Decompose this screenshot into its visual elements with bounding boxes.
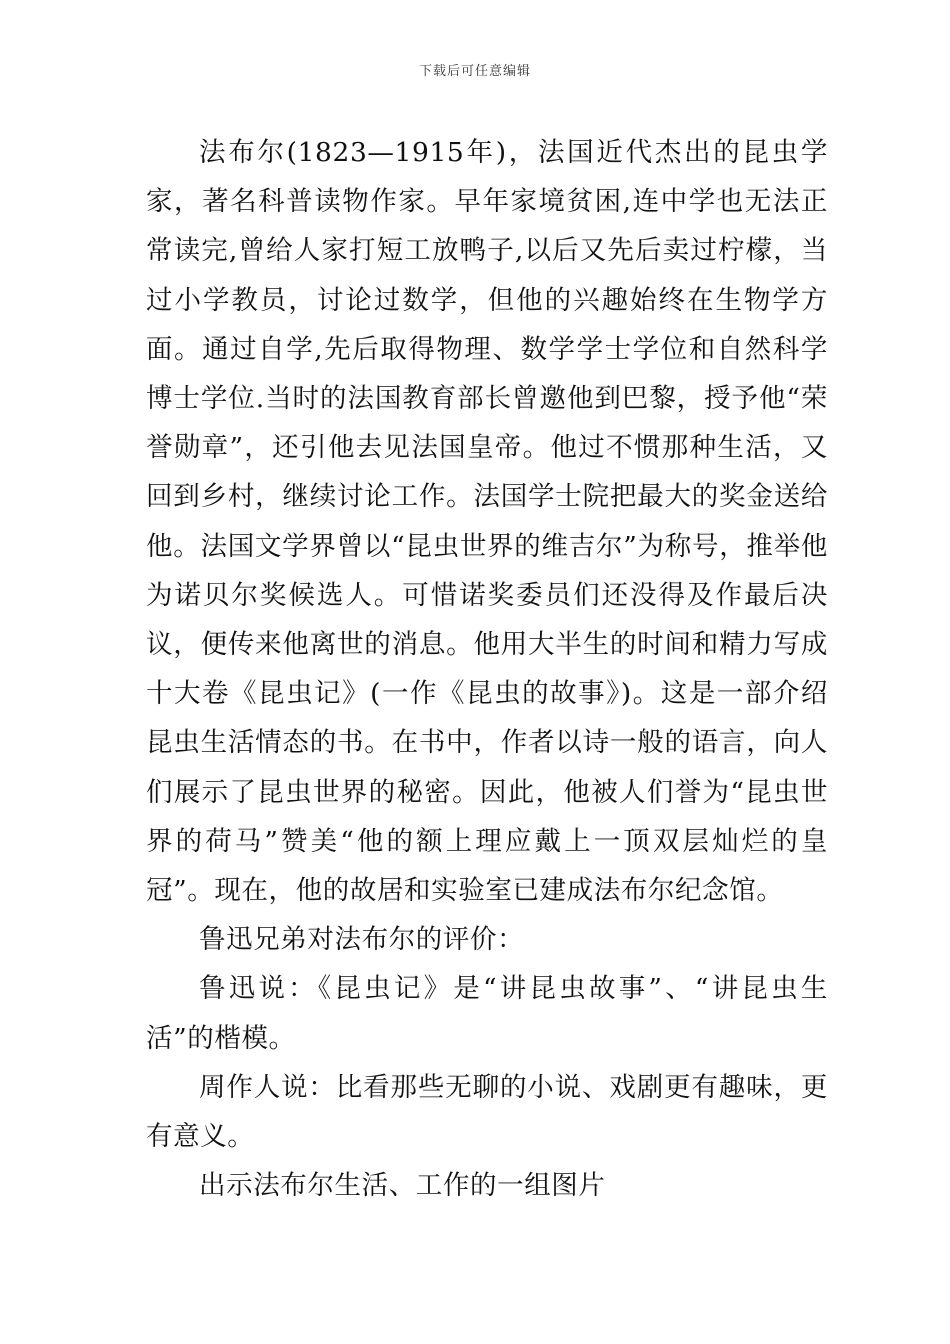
paragraph-zhouzuoren-quote: 周作人说：比看那些无聊的小说、戏剧更有趣味，更有意义。 [146, 1071, 828, 1153]
paragraph-show-pictures: 出示法布尔生活、工作的一组图片 [199, 1170, 606, 1202]
document-body [146, 128, 828, 1210]
page-header-note: 下载后可任意编辑 [418, 64, 531, 79]
paragraph-fabre-biography: 法布尔(1823—1915年)，法国近代杰出的昆虫学家，著名科普读物作家。早年家境贫困,连中学也无法正常读完,曾给人家打短工放鸭子,以后又先后卖过柠檬，当过小学教员，讨论过数学，但他的兴趣始终在生物学方面。通过自学,先后取得物理、数学学士学位和自然科学博士学位.当时的法国教育部长曾邀他到巴黎，授予他“荣誉勋章”，还引他去见法国皇帝。他过不惯那种生活，又回到乡村，继续讨论工作。法国学士院把最大的奖金送给他。法国文学界曾以“昆虫世界的维吉尔”为称号，推举他为诺贝尔奖候选人。可惜诺奖委员们还没得及作最后决议，便传来他离世的消息。他用大半生的时间和精力写成十大卷《昆虫记》(一作《昆虫的故事》)。这是一部介绍昆虫生活情态的书。在书中，作者以诗一般的语言，向人们展示了昆虫世界的秘密。因此，他被人们誉为“昆虫世界的荷马”赞美“他的额上理应戴上一顶双层灿烂的皇冠”。现在，他的故居和实验室已建成法布尔纪念馆。 [146, 137, 828, 907]
paragraph-luxun-quote: 鲁迅说：《昆虫记》是“讲昆虫故事”、“讲昆虫生活”的楷模。 [146, 973, 828, 1054]
paragraph-evaluation-intro: 鲁迅兄弟对法布尔的评价： [199, 924, 525, 956]
